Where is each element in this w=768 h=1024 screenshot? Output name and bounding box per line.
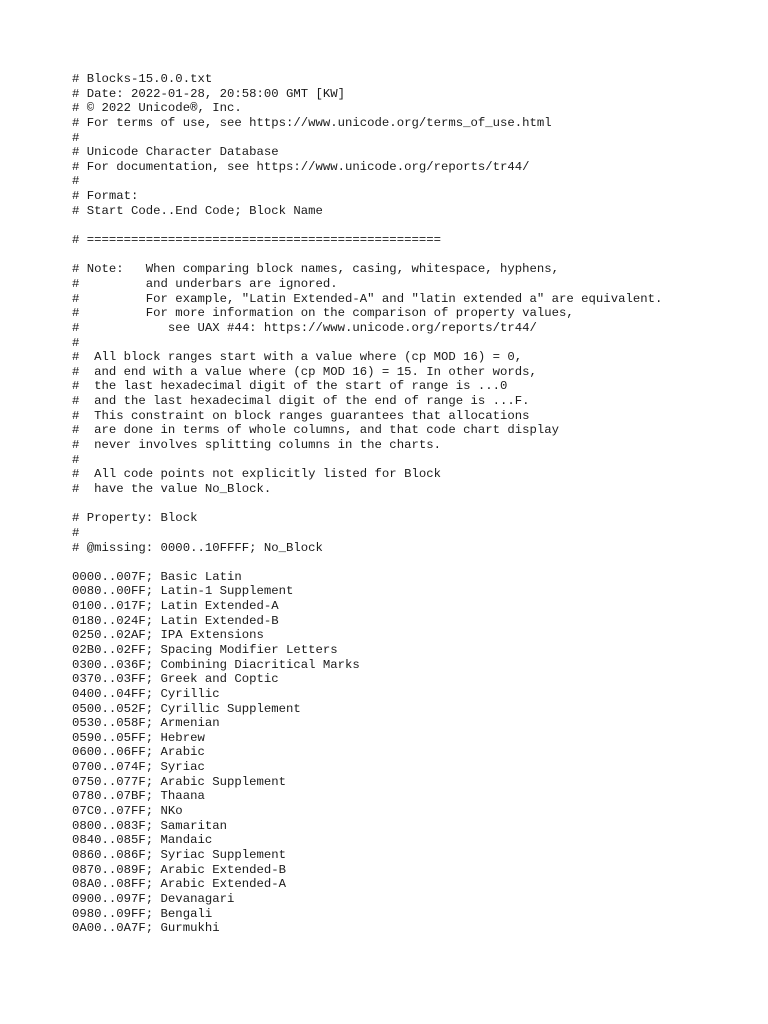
block-entry: 0900..097F; Devanagari: [72, 891, 235, 906]
header-documentation-line: # For documentation, see https://www.unicode.org/reports/tr44/: [72, 159, 530, 174]
block-entry: 0250..02AF; IPA Extensions: [72, 628, 264, 643]
block-entry: 02B0..02FF; Spacing Modifier Letters: [72, 642, 338, 657]
constraint-line: # All block ranges start with a value where (cp MOD 16) = 0,: [72, 350, 523, 365]
block-entry: 0080..00FF; Latin-1 Supplement: [72, 584, 294, 599]
format-spec-line: # Start Code..End Code; Block Name: [72, 203, 323, 218]
block-entry: 0870..089F; Arabic Extended-B: [72, 862, 287, 877]
block-entry: 0400..04FF; Cyrillic: [72, 686, 220, 701]
block-entry: 0530..058F; Armenian: [72, 716, 220, 731]
block-entry: 0750..077F; Arabic Supplement: [72, 774, 287, 789]
block-entry: 0800..083F; Samaritan: [72, 818, 227, 833]
note-line: # For more information on the comparison of property values,: [72, 306, 574, 321]
header-filename-line: # Blocks-15.0.0.txt: [72, 72, 213, 86]
comment-line: #: [72, 452, 80, 467]
block-entry: 0780..07BF; Thaana: [72, 789, 205, 804]
missing-line: # @missing: 0000..10FFFF; No_Block: [72, 540, 323, 555]
note-line: # Note: When comparing block names, casing, whitespace, hyphens,: [72, 262, 560, 277]
block-entry: 08A0..08FF; Arabic Extended-A: [72, 877, 287, 892]
property-line: # Property: Block: [72, 511, 198, 526]
blank-line: [72, 248, 752, 263]
no-block-note-line: # have the value No_Block.: [72, 481, 272, 496]
blank-line: [72, 497, 752, 512]
block-entry: 0100..017F; Latin Extended-A: [72, 599, 279, 614]
block-entry: 0300..036F; Combining Diacritical Marks: [72, 657, 360, 672]
block-entry: 0980..09FF; Bengali: [72, 906, 213, 921]
block-entry: 0370..03FF; Greek and Coptic: [72, 672, 279, 687]
format-heading-line: # Format:: [72, 189, 139, 204]
comment-line: #: [72, 174, 80, 189]
note-line: # For example, "Latin Extended-A" and "latin extended a" are equivalent.: [72, 291, 663, 306]
header-terms-line: # For terms of use, see https://www.unicode.org/terms_of_use.html: [72, 115, 552, 130]
block-entry: 0600..06FF; Arabic: [72, 745, 205, 760]
header-database-line: # Unicode Character Database: [72, 145, 279, 160]
block-entry: 0840..085F; Mandaic: [72, 833, 213, 848]
block-entry: 0860..086F; Syriac Supplement: [72, 847, 287, 862]
document-page: [72, 72, 752, 936]
no-block-note-line: # All code points not explicitly listed for Block: [72, 467, 441, 482]
blank-line: [72, 555, 752, 570]
block-entry: 0A00..0A7F; Gurmukhi: [72, 921, 220, 936]
note-line: # see UAX #44: https://www.unicode.org/reports/tr44/: [72, 320, 537, 335]
block-entry: 0180..024F; Latin Extended-B: [72, 613, 279, 628]
comment-line: #: [72, 525, 80, 540]
blank-line: [72, 218, 752, 233]
comment-line: #: [72, 335, 80, 350]
header-copyright-line: # © 2022 Unicode®, Inc.: [72, 101, 242, 116]
constraint-line: # the last hexadecimal digit of the start of range is ...0: [72, 379, 508, 394]
block-entry: 0000..007F; Basic Latin: [72, 569, 242, 584]
block-entry: 0700..074F; Syriac: [72, 760, 205, 775]
constraint-line: # and end with a value where (cp MOD 16) = 15. In other words,: [72, 364, 537, 379]
separator-line: # ================================================: [72, 233, 441, 248]
constraint-line: # never involves splitting columns in the charts.: [72, 438, 441, 453]
note-line: # and underbars are ignored.: [72, 276, 338, 291]
constraint-line: # are done in terms of whole columns, and that code chart display: [72, 423, 560, 438]
constraint-line: # This constraint on block ranges guarantees that allocations: [72, 408, 530, 423]
block-entry: 0590..05FF; Hebrew: [72, 730, 205, 745]
block-entry: 07C0..07FF; NKo: [72, 804, 183, 819]
header-date-line: # Date: 2022-01-28, 20:58:00 GMT [KW]: [72, 86, 346, 101]
comment-line: #: [72, 130, 80, 145]
constraint-line: # and the last hexadecimal digit of the end of range is ...F.: [72, 394, 530, 409]
block-entry: 0500..052F; Cyrillic Supplement: [72, 701, 301, 716]
